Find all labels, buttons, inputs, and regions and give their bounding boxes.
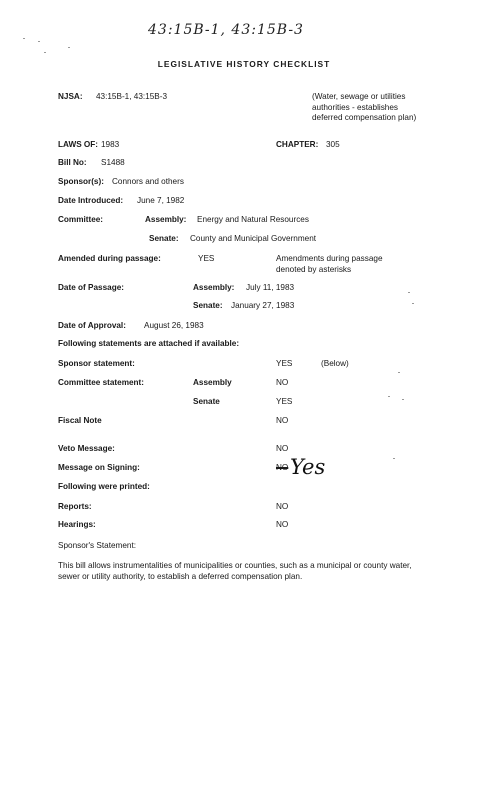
printed-heading: Following were printed: bbox=[58, 482, 150, 491]
veto-message-value: NO bbox=[276, 444, 289, 453]
sponsor-statement-value: YES bbox=[276, 359, 293, 368]
laws-of-value: 1983 bbox=[101, 140, 120, 149]
scan-speck bbox=[402, 399, 404, 400]
approval-label: Date of Approval: bbox=[58, 321, 126, 330]
passage-assembly-label: Assembly: bbox=[193, 283, 235, 292]
date-introduced-value: June 7, 1982 bbox=[137, 196, 185, 205]
document-title: LEGISLATIVE HISTORY CHECKLIST bbox=[157, 59, 331, 69]
committee-statement-senate-value: YES bbox=[276, 397, 293, 406]
committee-assembly-value: Energy and Natural Resources bbox=[197, 215, 309, 224]
fiscal-note-label: Fiscal Note bbox=[58, 416, 102, 425]
laws-of-label: LAWS OF: bbox=[58, 140, 99, 149]
scan-speck bbox=[23, 38, 25, 39]
committee-statement-assembly-value: NO bbox=[276, 378, 289, 387]
passage-assembly-value: July 11, 1983 bbox=[246, 283, 295, 292]
date-introduced-label: Date Introduced: bbox=[58, 196, 124, 205]
message-on-signing-value-struck: NO bbox=[276, 463, 289, 472]
committee-senate-value: County and Municipal Government bbox=[190, 234, 317, 243]
handwritten-citation: 43:15B-1, 43:15B-3 bbox=[148, 22, 304, 38]
chapter-value: 305 bbox=[326, 140, 340, 149]
veto-message-label: Veto Message: bbox=[58, 444, 115, 453]
committee-assembly-label: Assembly: bbox=[145, 215, 187, 224]
sponsor-statement-label: Sponsor statement: bbox=[58, 359, 135, 368]
attached-heading: Following statements are attached if available: bbox=[58, 339, 240, 348]
scan-speck bbox=[408, 292, 410, 293]
njsa-description: (Water, sewage or utilities authorities - establishes deferred compensation plan) bbox=[312, 92, 417, 122]
sponsors-value: Connors and others bbox=[112, 177, 184, 186]
njsa-value: 43:15B-1, 43:15B-3 bbox=[96, 92, 168, 101]
bill-no-value: S1488 bbox=[101, 158, 125, 167]
scan-speck bbox=[38, 41, 40, 42]
committee-senate-label: Senate: bbox=[149, 234, 179, 243]
bill-no-label: Bill No: bbox=[58, 158, 87, 167]
hearings-label: Hearings: bbox=[58, 520, 96, 529]
scan-speck bbox=[68, 47, 70, 48]
hearings-value: NO bbox=[276, 520, 289, 529]
amended-value: YES bbox=[198, 254, 215, 263]
scan-speck bbox=[412, 303, 414, 304]
reports-value: NO bbox=[276, 502, 289, 511]
passage-senate-value: January 27, 1983 bbox=[231, 301, 295, 310]
reports-label: Reports: bbox=[58, 502, 92, 511]
fiscal-note-value: NO bbox=[276, 416, 289, 425]
njsa-label: NJSA: bbox=[58, 92, 83, 101]
handwritten-yes: Yes bbox=[290, 455, 326, 479]
passage-label: Date of Passage: bbox=[58, 283, 124, 292]
amended-note: Amendments during passage denoted by asterisks bbox=[276, 254, 383, 274]
statement-text: This bill allows instrumentalities of municipalities or counties, such as a municipal or county water, sewer or utility authority, to establish a deferred compensation plan. bbox=[58, 561, 412, 581]
scan-speck bbox=[398, 372, 400, 373]
statement-heading: Sponsor's Statement: bbox=[58, 541, 137, 550]
passage-senate-label: Senate: bbox=[193, 301, 223, 310]
committee-statement-label: Committee statement: bbox=[58, 378, 144, 387]
sponsor-statement-note: (Below) bbox=[321, 359, 349, 368]
approval-value: August 26, 1983 bbox=[144, 321, 204, 330]
amended-label: Amended during passage: bbox=[58, 254, 161, 263]
committee-label: Committee: bbox=[58, 215, 104, 224]
chapter-label: CHAPTER: bbox=[276, 140, 319, 149]
committee-statement-senate-label: Senate bbox=[193, 397, 220, 406]
scan-speck bbox=[44, 52, 46, 53]
scan-speck bbox=[388, 396, 390, 397]
sponsors-label: Sponsor(s): bbox=[58, 177, 104, 186]
scan-speck bbox=[393, 458, 395, 459]
message-on-signing-label: Message on Signing: bbox=[58, 463, 140, 472]
committee-statement-assembly-label: Assembly bbox=[193, 378, 232, 387]
